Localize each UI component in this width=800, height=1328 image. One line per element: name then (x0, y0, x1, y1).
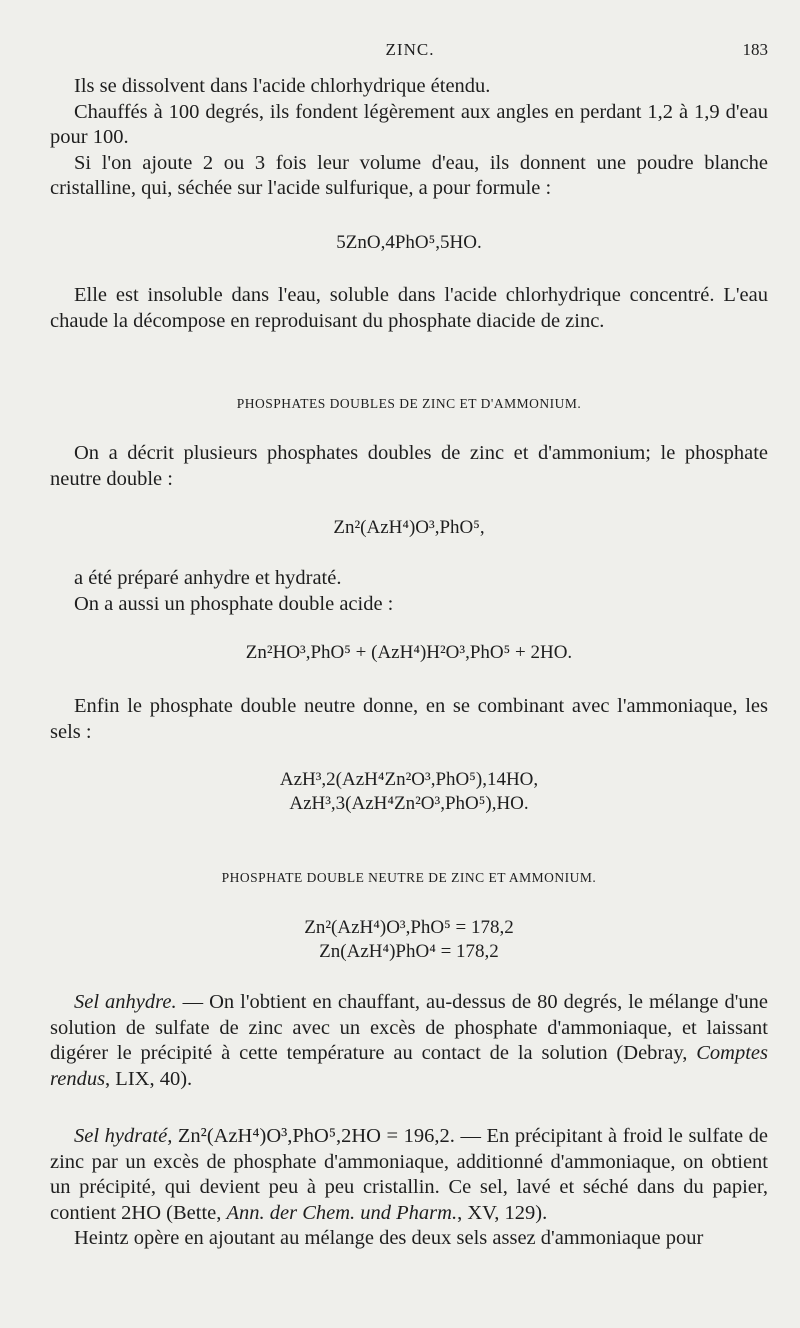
formula: Zn²(AzH⁴)O³,PhO⁵, (333, 517, 485, 538)
paragraph: Sel hydraté, Zn²(AzH⁴)O³,PhO⁵,2HO = 196,2. — En précipitant à froid le sulfate de zinc par un excès de phosphate d'ammoniaque, additionné d'ammoniaque, on obtient un précipité, qui devient peu à peu cristallin. Ce sel, lavé et séché dans du papier, contient 2HO (Bette, Ann. der Chem. und Pharm., XV, 129). (50, 1125, 768, 1224)
section-heading: PHOSPHATE DOUBLE NEUTRE DE ZINC ET AMMONIUM. (221, 870, 597, 885)
reference-title: Ann. der Chem. und Pharm. (226, 1201, 458, 1224)
formula: AzH³,2(AzH⁴Zn²O³,PhO⁵),14HO, (279, 769, 539, 790)
formula: Zn²(AzH⁴)O³,PhO⁵ = 178,2 (304, 917, 514, 938)
paragraph-block (50, 1124, 768, 1252)
paragraph-block (50, 990, 768, 1092)
formula: 5ZnO,4PhO⁵,5HO. (336, 232, 482, 253)
paragraph: Heintz opère en ajoutant au mélange des deux sels assez d'ammoniaque pour (74, 1227, 704, 1250)
running-header (50, 40, 770, 66)
paragraph: Elle est insoluble dans l'eau, soluble dans l'acide chlorhydrique concentré. L'eau chaude la décompose en reproduisant du phosphate diacide de zinc. (50, 284, 768, 332)
paragraph: Sel anhydre. — On l'obtient en chauffant, au-dessus de 80 degrés, le mélange d'une solution de sulfate de zinc avec un excès de phosphate d'ammoniaque, et laissant digérer le précipité à cette température au contact de la solution (Debray, Comptes rendus, LIX, 40). (50, 991, 768, 1090)
formula: AzH³,3(AzH⁴Zn²O³,PhO⁵),HO. (289, 793, 529, 814)
paragraph: Ils se dissolvent dans l'acide chlorhydrique étendu. (74, 75, 491, 97)
reference-title: Comptes rendus (50, 1042, 768, 1090)
paragraph: Si l'on ajoute 2 ou 3 fois leur volume d'eau, ils donnent une poudre blanche cristalline, qui, séchée sur l'acide sulfurique, a pour formule : (50, 151, 768, 200)
paragraph-block (50, 694, 768, 745)
paragraph-block (50, 566, 768, 617)
paragraph-label: Sel hydraté, (74, 1125, 173, 1147)
section-heading: PHOSPHATES DOUBLES DE ZINC ET D'AMMONIUM. (236, 396, 582, 411)
header-title: ZINC. (385, 40, 435, 59)
paragraph: On a décrit plusieurs phosphates doubles de zinc et d'ammonium; le phosphate neutre double : (50, 442, 768, 490)
inline-formula: Zn²(AzH⁴)O³,PhO⁵,2HO = 196,2. (172, 1125, 455, 1147)
paragraph: On a aussi un phosphate double acide : (74, 592, 394, 615)
formula-group (50, 768, 768, 816)
paragraph-label: Sel anhydre. (74, 991, 177, 1013)
paragraph-block (50, 283, 768, 334)
paragraph: Chauffés à 100 degrés, ils fondent légèrement aux angles en perdant 1,2 à 1,9 d'eau pour 100. (50, 100, 768, 149)
formula: Zn(AzH⁴)PhO⁴ = 178,2 (319, 941, 499, 962)
paragraph: a été préparé anhydre et hydraté. (74, 567, 342, 589)
section-intro (50, 74, 768, 202)
formula-group (50, 916, 768, 964)
page-number: 183 (742, 40, 768, 59)
formula: Zn²HO³,PhO⁵ + (AzH⁴)H²O³,PhO⁵ + 2HO. (245, 642, 573, 663)
paragraph-block (50, 441, 768, 492)
paragraph: Enfin le phosphate double neutre donne, en se combinant avec l'ammoniaque, les sels : (50, 695, 768, 743)
